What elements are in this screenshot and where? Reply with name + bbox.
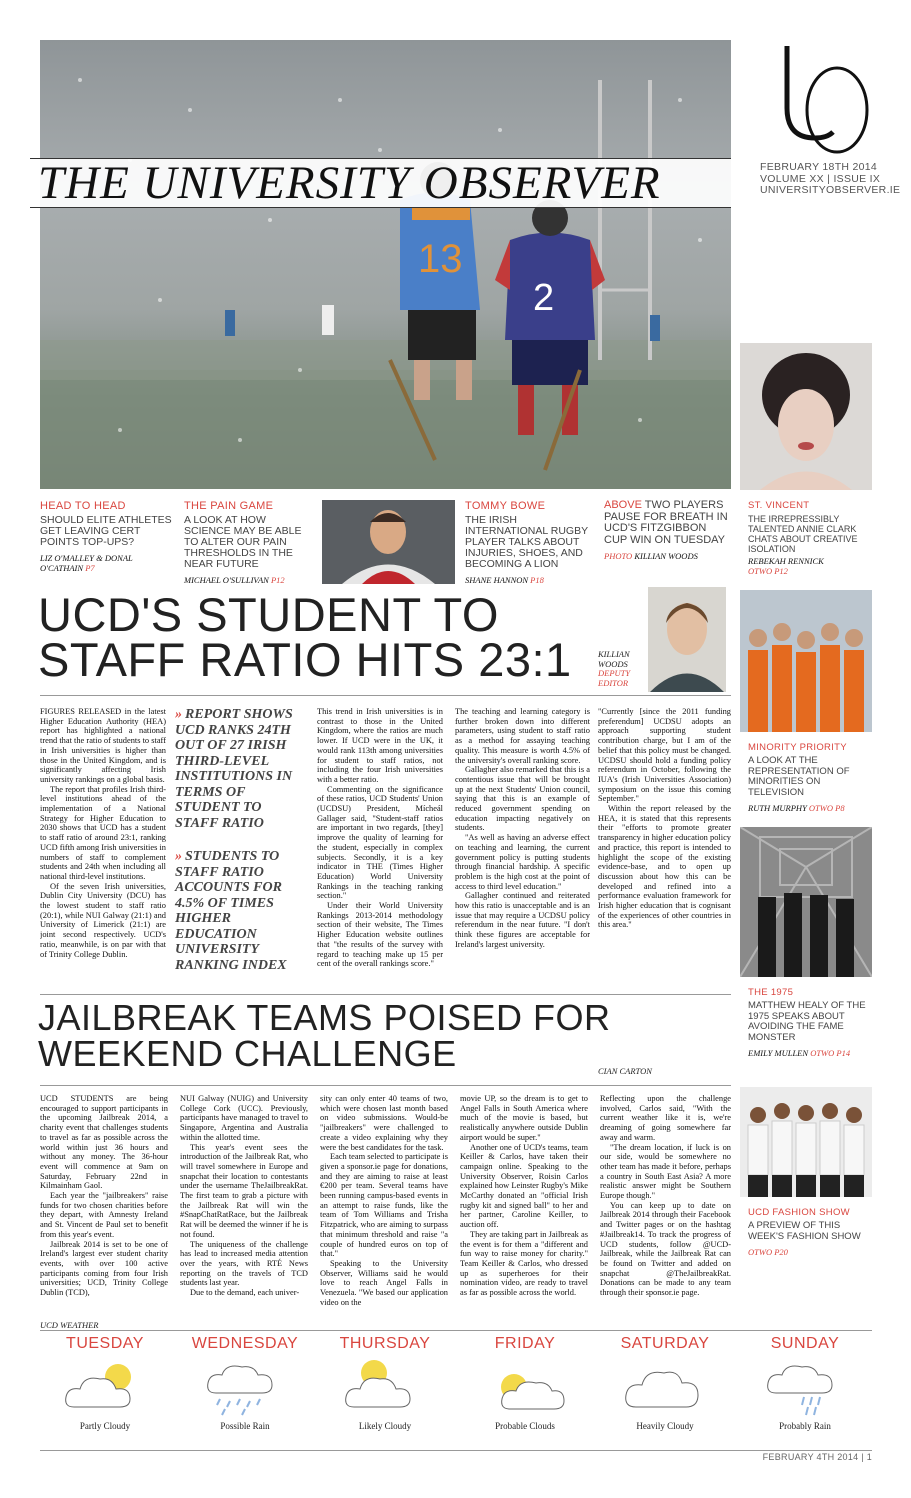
st-vincent-photo bbox=[740, 343, 872, 490]
sidebar-text: A LOOK AT THE REPRESENTATION OF MINORITIES ON TELEVISION bbox=[748, 755, 850, 798]
rain-cloud-icon bbox=[760, 1359, 850, 1417]
teaser-kicker: HEAD TO HEAD bbox=[40, 500, 126, 512]
sidebar-kicker: ST. VINCENT bbox=[748, 500, 810, 511]
footer-rule bbox=[40, 1450, 872, 1451]
story1-pullquotes bbox=[175, 707, 305, 973]
masthead-logo bbox=[775, 38, 875, 158]
jersey-number-13: 13 bbox=[418, 237, 463, 281]
sun-cloud-icon bbox=[480, 1359, 570, 1417]
story2-rule bbox=[40, 994, 731, 995]
story1-column-4: "Currently [since the 2011 funding preferendum] UCDSU adopts an approach supporting student contribution charge, but I am of the belief that this policy must be changed. UCDSU should hold a funding policy referendum in October, following the IUA's (Irish Universities Association) symposium on the issue this coming September." Within the report released by the HEA, it is stated that this represents their "efforts to promote greater transparency in higher education policy and practice, this report is intended to highlight the scope of the existing evidence-base, and to open up discussion about how this can be developed and refined into a performance evaluation framework for Irish higher education that is cognisant of the experiences of other countries in this area." bbox=[598, 707, 731, 930]
cover-photo bbox=[40, 40, 731, 489]
pullquote-2: » STUDENTS TO STAFF RATIO ACCOUNTS FOR 4.5% OF TIMES HIGHER EDUCATION UNIVERSITY RANKING INDEX bbox=[175, 849, 287, 973]
sidebar-byline: EMILY MULLEN OTWO P14 bbox=[748, 1048, 851, 1058]
masthead-info bbox=[760, 162, 900, 197]
issue-date: FEBRUARY 18TH 2014 bbox=[760, 161, 878, 173]
story2-byline: CIAN CARTON bbox=[598, 1066, 652, 1076]
teaser-kicker: TOMMY BOWE bbox=[465, 500, 546, 512]
weather-rule bbox=[40, 1330, 872, 1331]
website-link[interactable]: UNIVERSITYOBSERVER.IE bbox=[760, 184, 901, 196]
teaser-text: SHOULD ELITE ATHLETES GET LEAVING CERT POINTS TOP-UPS? bbox=[40, 514, 172, 548]
teaser-pain-game[interactable] bbox=[184, 500, 312, 585]
tommy-bowe-photo bbox=[322, 500, 455, 584]
cloud-icon bbox=[620, 1359, 710, 1417]
author-name: KILLIAN WOODS bbox=[598, 649, 630, 669]
teaser-byline: LIZ O'MALLEY & DONAL O'CATHAIN P7 bbox=[40, 553, 133, 573]
sidebar-kicker: THE 1975 bbox=[748, 987, 794, 998]
sidebar-st-vincent[interactable] bbox=[748, 500, 868, 576]
minority-priority-photo bbox=[740, 590, 872, 732]
story2-headline: JAILBREAK TEAMS POISED FOR WEEKEND CHALLENGE bbox=[38, 997, 611, 1074]
sun-cloud-icon bbox=[340, 1359, 430, 1417]
sidebar-text: A PREVIEW OF THIS WEEK'S FASHION SHOW bbox=[748, 1220, 861, 1242]
footer-date: FEBRUARY 4TH 2014 bbox=[762, 1452, 859, 1462]
caption-kicker: ABOVE bbox=[604, 499, 642, 511]
sun-cloud-icon bbox=[60, 1359, 150, 1417]
weather-day-saturday: SATURDAY Heavily Cloudy bbox=[620, 1335, 710, 1431]
weather-day-sunday: SUNDAY Probably Rain bbox=[740, 1335, 870, 1431]
footer: FEBRUARY 4TH 2014 | 1 bbox=[762, 1452, 872, 1462]
story2-rule-2 bbox=[40, 1085, 731, 1086]
story1-column-2: This trend in Irish universities is in contrast to those in the United Kingdom, where the ratios are much lower. If UCD were in the UK, it would rank 113th among universities for student to staff ratios, not including the four Irish universities with a better ratio. Commenting on the significance of these ratios, UCD Students' Union (UCDSU) President, Mícheál Gallager said, "Student-staff ratios are important in two regards, [they] improve the quality of learning for the student, especially in complex subjects. Secondly, it is a key indicator in THE (Times Higher Education) World University Rankings in the teaching ranking section." Under their World University Rankings 2013-2014 methodology section of their website, The Times Higher Education website outlines that "the results of the survey with regard to teaching make up 15 per cent of the overall rankings score." bbox=[317, 707, 443, 969]
caption-text: TWO PLAYERS PAUSE FOR BREATH IN UCD'S FITZGIBBON CUP WIN ON TUESDAY bbox=[604, 499, 728, 546]
volume-issue: VOLUME XX | ISSUE IX bbox=[760, 172, 881, 185]
sidebar-text: MATTHEW HEALY OF THE 1975 SPEAKS ABOUT AVOIDING THE FAME MONSTER bbox=[748, 1000, 866, 1043]
rain-cloud-icon bbox=[200, 1359, 290, 1417]
photo-caption bbox=[604, 500, 732, 561]
jersey-number-2: 2 bbox=[533, 277, 555, 319]
teaser-kicker: THE PAIN GAME bbox=[184, 500, 274, 512]
story2-column-5: Reflecting upon the challenge involved, Carlos said, "With the current weather like it is, we're dreaming of going somewhere far away and warm. "The dream location, if luck is on our side, would be somewhere no other team has made it before, perhaps a country in South East Asia? A more realistic answer might be Southern Europe though." You can keep up to date on Jailbreak 2014 through their Facebook and Twitter pages or on the hashtag #Jailbreak14. To track the progress of UCD students, follow @UCD-Jailbreak, while the Jailbreak Rat can be found on Twitter and added on snapchat @TheJailbreakRat. Donations can be made to any team through their sponsor.ie page. bbox=[600, 1094, 731, 1298]
weather-day-wednesday: WEDNESDAY Possible Rain bbox=[191, 1335, 299, 1431]
story2-column-3: sity can only enter 40 teams of two, which were chosen last month based on video submissions. Would-be "jailbreakers" were challenged to create a video explaining why they were the best candidates for the task. Each team selected to participate is given a sponsor.ie page for donations, and they are aiming to raise at least €200 per team. Several teams have been running campus-based events in an attempt to raise funds, like the team of Tom Williams and Trisha Fitzpatrick, who are aiming to surpass that minimum threshold and raise "a couple of hundred euros on top of that." Speaking to the University Observer, Williams said he would love to reach Angel Falls in Venezuela. "We based our application video on the bbox=[320, 1094, 448, 1307]
page-number: 1 bbox=[866, 1452, 872, 1462]
teaser-byline: SHANE HANNON P18 bbox=[465, 575, 544, 585]
story1-byline bbox=[598, 650, 648, 688]
teaser-head-to-head[interactable] bbox=[40, 500, 175, 573]
story1-headline: UCD'S STUDENT TO STAFF RATIO HITS 23:1 bbox=[38, 588, 572, 686]
cover-photo-graphic bbox=[40, 40, 731, 489]
story1-rule bbox=[40, 695, 731, 696]
sidebar-minority-priority[interactable] bbox=[748, 742, 870, 813]
teaser-byline: MICHAEL O'SULLIVAN P12 bbox=[184, 575, 285, 585]
caption-credit: PHOTO KILLIAN WOODS bbox=[604, 551, 698, 561]
the-1975-photo bbox=[740, 827, 872, 977]
weather-label: UCD WEATHER bbox=[40, 1320, 99, 1330]
weather-day-tuesday: TUESDAY Partly Cloudy bbox=[40, 1335, 170, 1431]
masthead-title: THE UNIVERSITY OBSERVER bbox=[38, 157, 661, 209]
teaser-tommy-bowe[interactable] bbox=[465, 500, 593, 585]
teaser-text: THE IRISH INTERNATIONAL RUGBY PLAYER TALKS ABOUT INJURIES, SHOES, AND BECOMING A LION bbox=[465, 514, 588, 570]
pullquote-1: » REPORT SHOWS UCD RANKS 24TH OUT OF 27 IRISH THIRD-LEVEL INSTITUTIONS IN TERMS OF STUDENT TO STAFF RATIO bbox=[175, 707, 293, 831]
story1-column-3: The teaching and learning category is further broken down into different parameters, using student to staff ratio as a method for assaying teaching quality. This measure is worth 4.5% of the university's overall ranking score. Gallagher also remarked that this is a contentious issue that will be brought up at the next Students' Union council, saying that this is an example of reduced government spending on education impacting negatively on students. "As well as having an adverse effect on teaching and learning, the current government policy is putting students through financial hardship. A specific problem is the high cost at the point of access to third level education." Gallagher continued and reiterated how this ratio is unacceptable and is an issue that may require a UCDSU policy referendum in the near future. "I don't think these figures are acceptable for Ireland's largest university. bbox=[455, 707, 590, 949]
sidebar-byline: RUTH MURPHY OTWO P8 bbox=[748, 803, 845, 813]
author-role: DEPUTY EDITOR bbox=[598, 668, 631, 688]
weather-day-thursday: THURSDAY Likely Cloudy bbox=[339, 1335, 431, 1431]
sidebar-kicker: MINORITY PRIORITY bbox=[748, 742, 847, 753]
sidebar-fashion-show[interactable] bbox=[748, 1207, 870, 1257]
story2-column-4: movie UP, so the dream is to get to Angel Falls in South America where much of the movie is based, but realistically anywhere outside Dublin airport would be super." Another one of UCD's teams, team Keiller & Carlos, have taken their campaign online. Speaking to the University Observer, Roisin Carlos explained how Leinster Rugby's Mike McCarthy donated an "official Irish rugby kit and signed ball" to her and her partner, Caroline Keiller, to auction off. They are taking part in Jailbreak as the event is for them a "different and fun way to raise money for charity." Team Keiller & Carlos, who dressed up as superheroes for their nomination video, are ready to travel as far as possible across the world. bbox=[460, 1094, 588, 1298]
story2-column-1: UCD STUDENTS are being encouraged to support participants in the upcoming Jailbreak 2014, a charity event that challenges students to travel as far as possible across the world within just 36 hours and without any money. The 36-hour event will commence at 9am on Saturday, February 22nd in Kilmainham Gaol. Each year the "jailbreakers" raise funds for two chosen charities before they depart, with Amnesty Ireland and St. Vincent de Paul set to benefit from this year's event. Jailbreak 2014 is set to be one of Ireland's largest ever student charity events, with over 100 active participants coming from four Irish universities; UCD, Trinity College Dublin (TCD), bbox=[40, 1094, 168, 1298]
sidebar-the-1975[interactable] bbox=[748, 987, 870, 1058]
story1-column-1: FIGURES RELEASED in the latest Higher Education Authority (HEA) report has highlighted a national trend that the ratio of students to staff in Irish universities is higher than those in the United Kingdom, and is significantly affecting Irish university rankings on a global basis. The report that profiles Irish third-level institutions ahead of the implementation of a National Strategy for Higher Education to 2030 shows that UCD has a student to staff ratio of around 23:1, ranking UCD fifth among Irish universities in numbers of staff to complement students and 24th when including all national third-level institutions. Of the seven Irish universities, Dublin City University (DCU) has the lowest student to staff ratio (20:1), while NUI Galway (21:1) and University of Limerick (21:1) are joint second respectively. UCD's ratio, meanwhile, is on par with that of Trinity College Dublin. bbox=[40, 707, 166, 959]
sidebar-text: THE IRREPRESSIBLY TALENTED ANNIE CLARK CHATS ABOUT CREATIVE ISOLATION bbox=[748, 514, 858, 554]
weather-day-friday: FRIDAY Probable Clouds bbox=[460, 1335, 590, 1431]
teaser-text: A LOOK AT HOW SCIENCE MAY BE ABLE TO ALTER OUR PAIN THRESHOLDS IN THE NEAR FUTURE bbox=[184, 514, 302, 570]
author-photo bbox=[648, 587, 726, 692]
sidebar-byline: OTWO P20 bbox=[748, 1247, 788, 1257]
sidebar-kicker: UCD FASHION SHOW bbox=[748, 1207, 850, 1218]
fashion-show-photo bbox=[740, 1087, 872, 1197]
sidebar-byline: REBEKAH RENNICK OTWO P12 bbox=[748, 556, 824, 576]
story2-column-2: NUI Galway (NUIG) and University College Cork (UCC). Previously, participants have managed to travel to Singapore, Argentina and Australia within the allotted time. This year's event sees the introduction of the Jailbreak Rat, who will travel somewhere in Europe and snapchat their location to contestants under the username TheJailbreakRat. The first team to grab a picture with the Jailbreak Rat will win the #SnapChatRatRace, but the Jailbreak Rat will be deemed the winner if he is not found. The uniqueness of the challenge has lead to increased media attention over the years, with RTÉ News reporting on the travels of TCD students last year. Due to the demand, each univer- bbox=[180, 1094, 308, 1298]
